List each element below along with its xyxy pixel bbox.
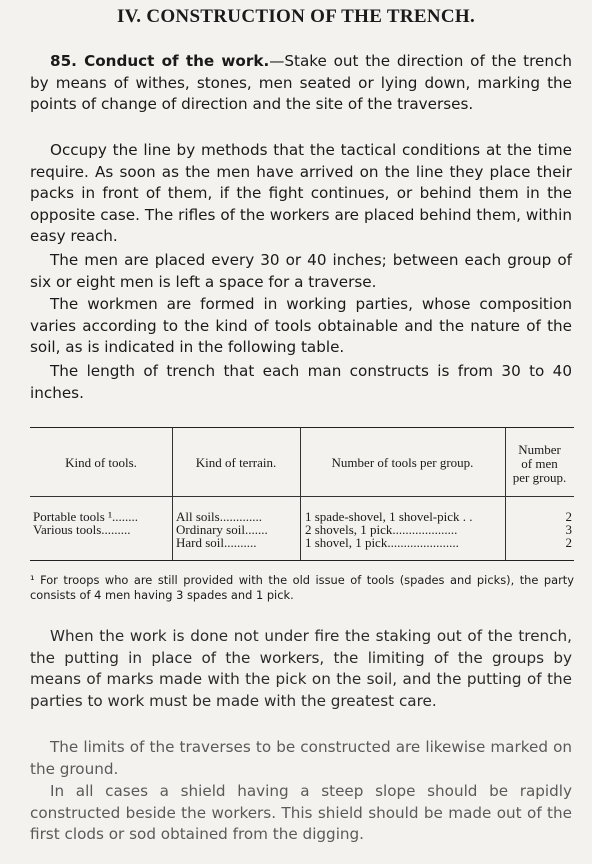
table-footnote: ¹ For troops who are still provided with the old issue of tools (spades and picks), the party consists of 4 men having 3 spades and 1 pick. [30,573,574,602]
header-kind-of-terrain: Kind of terrain. [195,455,277,470]
header-number-of-men-line: Number [518,442,561,457]
table-cell-terrain: All soils............. [176,509,262,524]
section-heading: IV. CONSTRUCTION OF THE TRENCH. [116,6,476,27]
table-cell-tools: Portable tools ¹........ [33,509,139,524]
paragraph-workmen: The workmen are formed in working parties, whose composition varies according to the kind of tools obtainable and the nature of the soil, as is indicated in the following table. [30,295,572,356]
paragraph-85 [30,51,572,116]
paragraph-85-label: 85. Conduct of the work. [50,52,270,70]
paragraph-men-placement: The men are placed every 30 or 40 inches; between each group of six or eight men is left a space for a traverse. [30,251,572,291]
table-cell-men: 2 [565,535,572,550]
table-cell-tools: Various tools......... [33,522,131,537]
table-cell-men: 2 [565,509,572,524]
table-column-divider [172,428,173,560]
paragraph-occupy: Occupy the line by methods that the tactical conditions at the time require. As soon as the men have arrived on the line they place their packs in front of them, if the fight continues, or behind them in the opposite case. The rifles of the workers are placed behind them, within easy reach. [30,141,572,245]
header-number-of-men-line: per group. [512,470,567,485]
header-kind-of-tools: Kind of tools. [65,455,137,470]
paragraph-staking: When the work is done not under fire the staking out of the trench, the putting in place of the workers, the limiting of the groups by means of marks made with the pick on the soil, and the putting of the parties to work must be made with the greatest care. [30,627,572,710]
table-header-rule [30,496,574,497]
table-column-divider [300,428,301,560]
paragraph-trench-length: The length of trench that each man constructs is from 30 to 40 inches. [30,362,572,402]
header-number-of-tools: Number of tools per group. [331,455,474,470]
paragraph-traverse-limits: The limits of the traverses to be constructed are likewise marked on the ground. [30,738,572,778]
table-top-rule [30,427,574,428]
table-cell-tools-per-group: 2 shovels, 1 pick.................... [305,522,458,537]
paragraph-shield: In all cases a shield having a steep slope should be rapidly constructed beside the workers. This shield should be made out of the first clods or sod obtained from the digging. [30,782,572,843]
table-cell-terrain: Ordinary soil....... [176,522,268,537]
header-number-of-men-line: of men [521,456,558,471]
paragraph-85-text: —Stake out the direction of the trench by means of withes, stones, men seated or lying down, marking the points of change of direction and the site of the traverses. [30,52,572,113]
table-cell-tools-per-group: 1 shovel, 1 pick...................... [305,535,459,550]
table-bottom-rule [30,560,574,561]
table-cell-men: 3 [565,522,572,537]
table-cell-terrain: Hard soil.......... [176,535,257,550]
table-cell-tools-per-group: 1 spade-shovel, 1 shovel-pick . . [305,509,473,524]
header-number-of-men [505,443,574,485]
